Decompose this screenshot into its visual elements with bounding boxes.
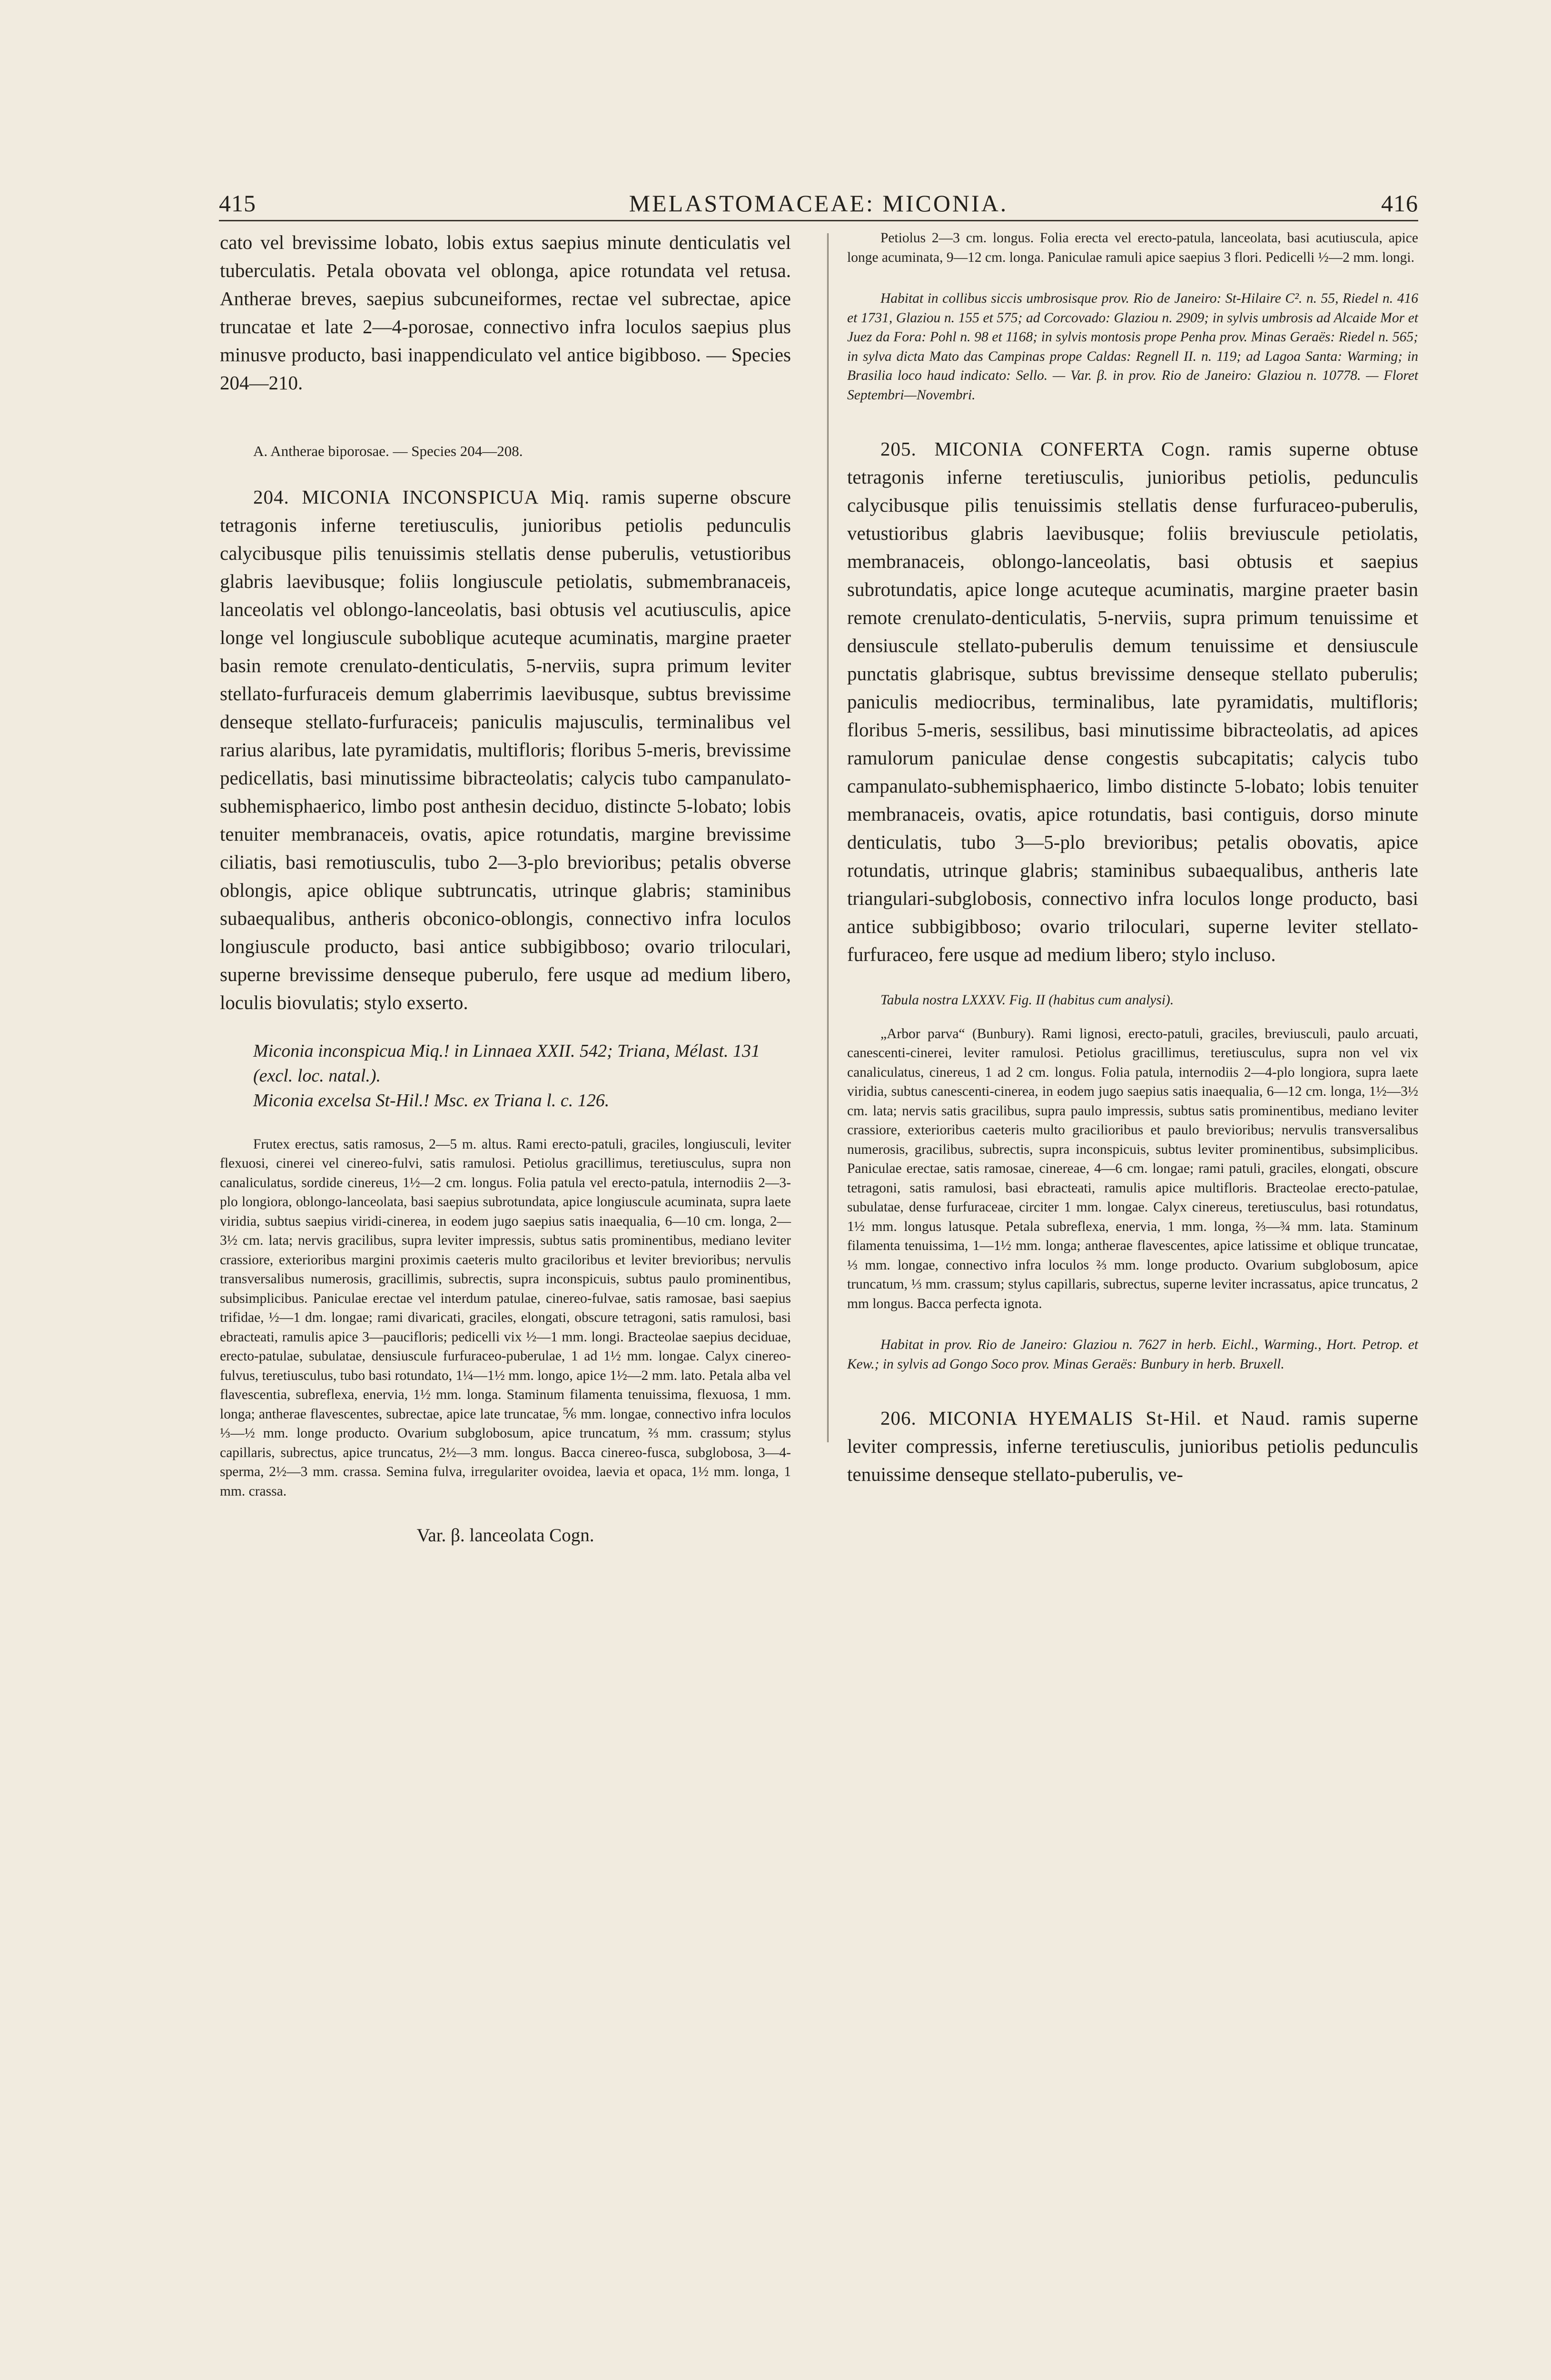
plate-reference: Tabula nostra LXXXV. Fig. II (habitus cum analysi). <box>880 992 1174 1008</box>
species-206-paragraph <box>847 1404 1418 1488</box>
running-title: MELASTOMACEAE: MICONIA. <box>629 190 1008 217</box>
species-206-heading: 206. MICONIA HYEMALIS St-Hil. et Naud. <box>880 1407 1291 1429</box>
species-205-paragraph <box>847 435 1418 969</box>
species-205-diagnosis: ramis superne obtuse tetragonis inferne teretiusculis, junioribus petiolis, pedunculis calycibusque pilis tenuissimis stellatis dense furfuraceo-puberulis, vetustioribus glabris laevibusque; foliis breviuscule petiolatis, membranaceis, oblongo-lanceolatis, basi obtusis et saepius subrotundatis, apice longe acuteque acuminatis, margine praeter basin remote crenulato-denticulatis, 5-nerviis, supra primum tenuissime et densiuscule stellato-puberulis demum tenuissime et densiuscule punctatis glabrisque, subtus brevissime denseque stellato puberulis; paniculis mediocribus, terminalibus, late pyramidatis, multifloris; floribus 5-meris, sessilibus, basi minutissime bibracteolatis, ad apices ramulorum paniculae dense congestis subcapitatis; calycis tubo campanulato-subhemisphaerico, limbo distincte 5-lobato; lobis tenuiter membranaceis, ovatis, apice rotundatis, basi contiguis, dorso minute denticulatis, tubo 3—5-plo brevioribus; petalis obovatis, apice rotundatis, utrinque glabris; staminibus subaequalibus, antheris late triangulari-subglobosis, connectivo infra loculos longe producto, basi antice subbigibboso; ovario triloculari, superne leviter stellato-furfuraceo, fere usque ad medium libero; stylo incluso. <box>847 438 1419 965</box>
citation-miquel: Miconia inconspicua Miq.! in Linnaea XXII. 542; Triana, Mélast. 131 (excl. loc. natal.). <box>253 1041 760 1086</box>
species-204-heading: 204. MICONIA INCONSPICUA Miq. <box>253 486 590 508</box>
species-204-diagnosis: ramis superne obscure tetragonis inferne teretiusculis, junioribus petiolis pedunculis calycibusque pilis tenuissimis stellatis dense puberulis, vetustioribus glabris laevibusque; foliis longiuscule petiolatis, submembranaceis, lanceolatis vel oblongo-lanceolatis, basi obtusis vel acutiusculis, apice longe vel longiuscule suboblique acuteque acuminatis, margine praeter basin remote crenulato-denticulatis, 5-nerviis, supra primum leviter stellato-furfuraceis demum glaberrimis laevibusque, subtus brevissime denseque stellato-furfuraceis; paniculis majusculis, terminalibus vel rarius alaribus, late pyramidatis, multifloris; floribus 5-meris, brevissime pedicellatis, basi minutissime bibracteolatis; calycis tubo campanulato-subhemisphaerico, limbo post anthesin deciduo, distincte 5-lobato; lobis tenuiter membranaceis, ovatis, apice rotundatis, margine brevissime ciliatis, basi remotiusculis, tubo 2—3-plo brevioribus; petalis obverse oblongis, apice oblique subtruncatis, utrinque glabris; staminibus subaequalibus, antheris obconico-oblongis, connectivo infra loculos longiuscule producto, basi antice subbigibboso; ovario triloculari, superne brevissime denseque puberulo, fere usque ad medium libero, loculis biovulatis; stylo exserto. <box>220 486 791 1013</box>
genus-intro-paragraph: cato vel brevissime lobato, lobis extus saepius minute denticulatis vel tuberculatis. Petala obovata vel oblonga, apice rotundata vel retusa. Antherae breves, saepius subcuneiformes, rectae vel subrectae, apice truncatae et late 2—4-porosae, connectivo infra loculos saepius plus minusve producto, basi inappendiculato vel antice bigibboso. — Species 204—210. <box>220 231 791 394</box>
running-header <box>219 187 1418 221</box>
species-206-diagnosis: ramis superne leviter compressis, inferne teretiusculis, junioribus petiolis pedunculis tenuissime denseque stellato-puberulis, ve- <box>847 1407 1418 1485</box>
species-205-habitat: Habitat in prov. Rio de Janeiro: Glaziou n. 7627 in herb. Eichl., Warming., Hort. Petrop. et Kew.; in sylvis ad Gongo Soco prov. Minas Geraës: Bunbury in herb. Bruxell. <box>847 1337 1418 1372</box>
citation-st-hilaire: Miconia excelsa St-Hil.! Msc. ex Triana l. c. 126. <box>253 1090 610 1111</box>
species-204-paragraph <box>220 483 791 1017</box>
group-heading-a: A. Antherae biporosae. — Species 204—208. <box>253 443 523 459</box>
variety-beta-description: Petiolus 2—3 cm. longus. Folia erecta vel erecto-patula, lanceolata, basi acutiuscula, apice longe acuminata, 9—12 cm. longa. Paniculae ramuli apice saepius 3 flori. Pedicelli ½—2 mm. longi. <box>847 230 1418 265</box>
right-column <box>847 228 1418 1488</box>
left-column <box>220 228 791 1548</box>
species-205-heading: 205. MICONIA CONFERTA Cogn. <box>880 438 1211 460</box>
page-number-right: 416 <box>1381 190 1418 217</box>
species-204-habitat: Habitat in collibus siccis umbrosisque prov. Rio de Janeiro: St-Hilaire C². n. 55, Riedel n. 416 et 1731, Glaziou n. 155 et 575; ad Corcovado: Glaziou n. 2909; in sylvis umbrosis ad Alcaide Mor et Juez da Fora: Pohl n. 98 et 1168; in sylvis montosis prope Penha prov. Minas Geraës: Riedel n. 565; in sylva dicta Mato das Campinas prope Caldas: Regnell II. n. 119; ad Lagoa Santa: Warming; in Brasilia loco haud indicato: Sello. — Var. β. in prov. Rio de Janeiro: Glaziou n. 10778. — Floret Septembri—Novembri. <box>847 291 1418 403</box>
species-205-description: „Arbor parva“ (Bunbury). Rami lignosi, erecto-patuli, graciles, breviusculi, paulo arcuati, canescenti-cinerei, leviter ramulosi. Petiolus gracillimus, teretiusculus, supra non vel vix canaliculatus, cinereus, 1 ad 2 cm. longus. Folia patula, internodiis 2—4-plo longiora, supra laete viridia, subtus canescenti-cinerea, in eodem jugo saepius satis inaequalia, 6—12 cm. longa, 1½—3½ cm. lata; nervis satis gracilibus, supra paulo impressis, subtus satis prominentibus, mediano leviter crassiore, exterioribus caeteris multo gracilioribus et paulo brevioribus; nervulis transversalibus numerosis, gracilibus, subrectis, supra inconspicuis, subtus leviter prominentibus, subsimplicibus. Paniculae erectae, satis ramosae, cinereae, 4—6 cm. longae; rami patuli, graciles, elongati, obscure tetragoni, satis ramulosi, basi ebracteati, ramulis apice multifloris. Bracteolae erecto-patulae, subulatae, dense furfuraceae, circiter 1 mm. longae. Calyx cinereus, teretiusculus, basi rotundatus, 1½ mm. longus latusque. Petala subreflexa, enervia, 1 mm. longa, ⅔—¾ mm. lata. Staminum filamenta tenuissima, 1—1½ mm. longa; antherae flavescentes, apice latissime et oblique truncatae, ⅓ mm. longae, connectivo infra loculos ⅔ mm. longe producto. Ovarium subglobosum, apice truncatum, ⅓ mm. crassum; stylus capillaris, subrectus, superne leviter incrassatus, apice truncatus, 2 mm longus. Bacca perfecta ignota. <box>847 1026 1418 1311</box>
species-204-description: Frutex erectus, satis ramosus, 2—5 m. altus. Rami erecto-patuli, graciles, longiusculi, leviter flexuosi, cinerei vel cinereo-fulvi, satis ramulosi. Petiolus gracillimus, teretiusculus, supra non canaliculatus, sordide cinereus, 1½—2 cm. longus. Folia patula vel erecto-patula, internodiis 2—3-plo longiora, oblongo-lanceolata, basi saepius subrotundata, apice longiuscule acuminata, supra laete viridia, subtus saepius viridi-cinerea, in eodem jugo saepius satis inaequalia, 6—10 cm. longa, 2—3½ cm. lata; nervis gracilibus, supra leviter impressis, subtus satis prominentibus, mediano leviter crassiore, exterioribus margini proximis caeteris multo graciloribus et leviter brevioribus; nervulis transversalibus numerosis, gracillimis, subrectis, supra inconspicuis, subtus paulo prominentibus, subsimplicibus. Paniculae erectae vel interdum patulae, cinereo-fulvae, satis ramosae, basi saepius trifidae, ½—1 dm. longae; rami divaricati, graciles, elongati, obscure tetragoni, satis ramulosi, basi ebracteati, ramulis apice 3—paucifloris; pedicelli vix ½—1 mm. longi. Bracteolae saepius deciduae, erecto-patulae, subulatae, densiuscule furfuraceo-puberulae, 1 ad 1½ mm. longae. Calyx cinereo-fulvus, teretiusculus, tubo basi rotundato, 1¼—1½ mm. longo, apice 1½—2 mm. lato. Petala alba vel flavescentia, subreflexa, enervia, 1½ mm. longa. Staminum filamenta tenuissima, flexuosa, 1 mm. longa; antherae flavescentes, subrectae, apice late truncatae, ⅚ mm. longae, connectivo infra loculos ⅓—½ mm. longe producto. Ovarium subglobosum, apice truncatum, ⅔ mm. crassum; stylus capillaris, subrectus, apice truncatus, 2½—3 mm. longus. Bacca cinereo-fusca, subglobosa, 3—4-sperma, 2½—3 mm. crassa. Semina fulva, irregulariter ovoidea, laevia et opaca, 1½ mm. longa, 1 mm. crassa. <box>220 1136 791 1499</box>
column-divider <box>827 233 829 1442</box>
variety-beta-heading: Var. β. lanceolata Cogn. <box>416 1525 594 1546</box>
page-number-left: 415 <box>219 190 256 217</box>
